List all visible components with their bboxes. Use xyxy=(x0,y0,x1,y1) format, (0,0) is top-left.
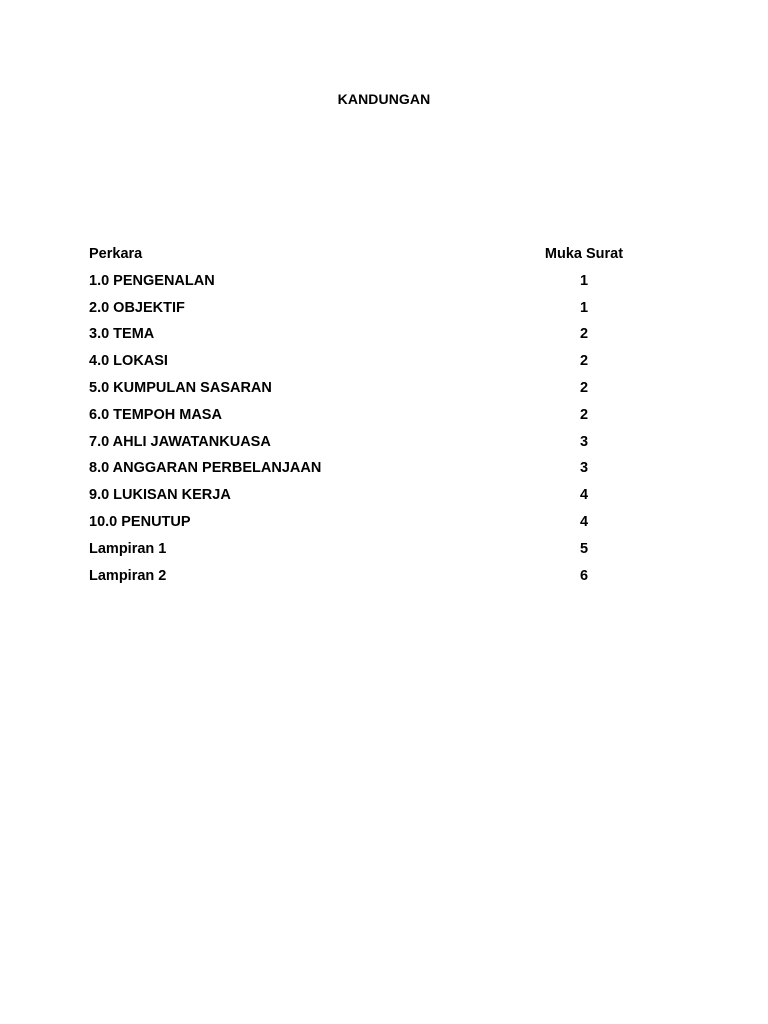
toc-row xyxy=(89,539,649,566)
toc-row xyxy=(89,271,649,298)
toc-item-label: Lampiran 1 xyxy=(89,540,167,557)
toc-row xyxy=(89,298,649,325)
page-title: KANDUNGAN xyxy=(337,91,431,107)
toc-header-row xyxy=(89,244,649,271)
table-of-contents xyxy=(89,244,649,592)
toc-row xyxy=(89,485,649,512)
column-header-page: Muka Surat xyxy=(544,246,624,262)
toc-page-number: 4 xyxy=(579,513,589,530)
toc-page-number: 1 xyxy=(579,272,589,289)
toc-page-number: 5 xyxy=(579,540,589,557)
toc-item-label: 3.0 TEMA xyxy=(89,326,155,343)
toc-row xyxy=(89,351,649,378)
toc-item-label: 9.0 LUKISAN KERJA xyxy=(89,487,231,504)
toc-item-label: 7.0 AHLI JAWATANKUASA xyxy=(89,433,271,450)
toc-page-number: 1 xyxy=(579,299,589,316)
toc-item-label: 1.0 PENGENALAN xyxy=(89,272,215,289)
toc-page-number: 3 xyxy=(579,460,589,477)
toc-item-label: 2.0 OBJEKTIF xyxy=(89,299,185,316)
toc-item-label: 6.0 TEMPOH MASA xyxy=(89,406,222,423)
toc-page-number: 2 xyxy=(579,326,589,343)
toc-item-label: 4.0 LOKASI xyxy=(89,353,168,370)
toc-page-number: 6 xyxy=(579,567,589,584)
toc-row xyxy=(89,566,649,593)
toc-row xyxy=(89,432,649,459)
toc-row xyxy=(89,405,649,432)
toc-row xyxy=(89,324,649,351)
column-header-item: Perkara xyxy=(89,246,143,262)
toc-row xyxy=(89,512,649,539)
toc-item-label: Lampiran 2 xyxy=(89,567,167,584)
toc-row xyxy=(89,458,649,485)
toc-page-number: 2 xyxy=(579,379,589,396)
toc-row xyxy=(89,378,649,405)
toc-page-number: 3 xyxy=(579,433,589,450)
toc-page-number: 2 xyxy=(579,353,589,370)
toc-page-number: 2 xyxy=(579,406,589,423)
toc-item-label: 5.0 KUMPULAN SASARAN xyxy=(89,379,272,396)
toc-item-label: 8.0 ANGGARAN PERBELANJAAN xyxy=(89,460,322,477)
toc-page-number: 4 xyxy=(579,487,589,504)
toc-item-label: 10.0 PENUTUP xyxy=(89,513,191,530)
